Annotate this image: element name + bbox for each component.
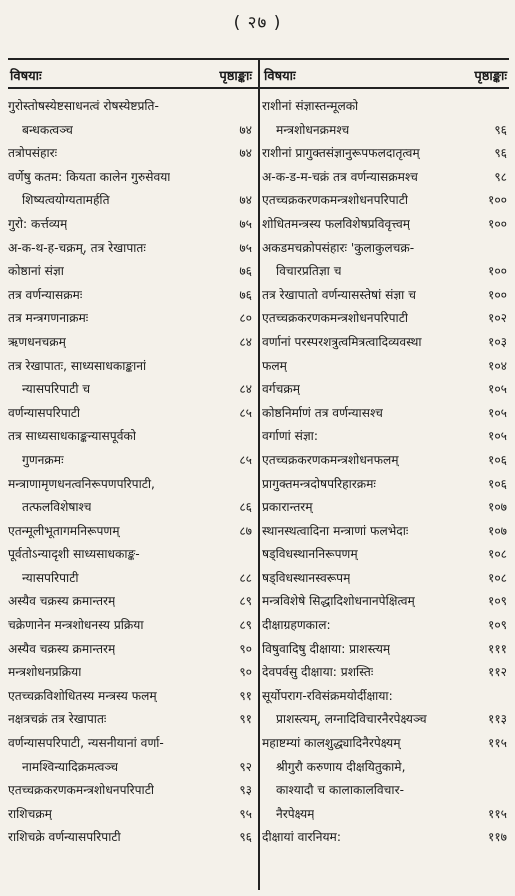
contents-entry (8, 803, 254, 827)
contents-entry (8, 590, 254, 614)
entry-title: गुरोस्तोषस्येष्टसाधनत्वं रोषस्येष्टप्रति- (8, 99, 159, 113)
entry-list-left (8, 89, 254, 850)
entry-title: स्थानस्थत्वादिना मन्त्राणां फलभेदाः (262, 523, 409, 538)
contents-entry (262, 567, 509, 591)
contents-column-right (262, 60, 509, 888)
contents-entry (262, 355, 509, 379)
entry-page: ११३ (487, 712, 507, 727)
entry-title: वर्णेषु कतम: कियता कालेन गुरुसेवया (8, 169, 171, 184)
contents-entry (262, 425, 509, 449)
entry-title: मन्त्रशोधनक्रमश्च (276, 122, 350, 137)
entry-page: ८४ (239, 334, 252, 349)
entry-title: राशिचक्रे वर्णन्यासपरिपाटी (8, 830, 121, 845)
entry-title: तत्र रेखापातो वर्णन्यासस्तेषां संज्ञा च (262, 287, 416, 302)
entry-title: एतच्चक्रकरणकमन्त्रशोधनपरिपाटी (262, 193, 409, 208)
contents-entry (8, 779, 254, 803)
contents-entry (8, 284, 254, 308)
entry-title: सूर्योपराग-रविसंक्रमयोर्दीक्षाया: (262, 688, 393, 703)
contents-entry (262, 543, 509, 567)
entry-page: ८५ (239, 452, 252, 467)
entry-title: नक्षत्रचक्रं तत्र रेखापातः (8, 712, 107, 727)
entry-title: श्रीगुरौ करुणाय दीक्षयितुकामे, (276, 759, 406, 774)
subject-heading: विषयाः (264, 68, 296, 84)
entry-title: गुरो: कर्त्तव्यम् (8, 216, 68, 231)
entry-title: कोष्ठानां संज्ञा (8, 264, 64, 279)
entry-title: चक्रेणानेन मन्त्रशोधनस्य प्रक्रिया (8, 618, 144, 633)
contents-entry (262, 826, 509, 850)
entry-page: ७५ (239, 216, 252, 231)
entry-title: काश्यादौ च कालाकालविचार- (276, 783, 404, 798)
contents-entry (262, 803, 509, 827)
entry-title: दीक्षायां वारनियम: (262, 830, 341, 845)
entry-page: १०० (487, 264, 507, 279)
contents-entry (8, 520, 254, 544)
entry-title: न्यासपरिपाटी (22, 570, 79, 585)
entry-title: षड्विधस्थानस्वरूपम् (262, 570, 351, 585)
entry-title: वर्णानां परस्परशत्रुत्वमित्रत्वादिव्यवस्था (262, 334, 422, 349)
entry-page: ८५ (239, 405, 252, 420)
contents-entry (8, 614, 254, 638)
entry-title: वर्णन्यासपरिपाटी (8, 405, 81, 420)
entry-page: ८८ (239, 570, 252, 585)
entry-title: विचारप्रतिज्ञा च (276, 264, 342, 279)
entry-page: १०८ (487, 570, 507, 585)
page-heading: पृष्ठाङ्काः (474, 68, 507, 84)
entry-title: विषुवादिषु दीक्षाया: प्राशस्त्यम् (262, 641, 391, 656)
contents-entry (262, 638, 509, 662)
entry-title: षड्विधस्थाननिरूपणम् (262, 547, 358, 562)
contents-entry (262, 402, 509, 426)
contents-entry (262, 661, 509, 685)
entry-page: ८९ (239, 618, 252, 633)
entry-title: मन्त्रविशेषे सिद्धादिशोधनानपेक्षित्वम् (262, 594, 415, 609)
column-header (262, 60, 509, 89)
column-divider (258, 58, 260, 890)
entry-page: १०० (487, 216, 507, 231)
entry-title: राशीनां प्रागुक्तसंज्ञानुरूपफलदातृत्वम् (262, 146, 420, 161)
entry-title: एतच्चक्रकरणकमन्त्रशोधनपरिपाटी (262, 311, 409, 326)
entry-title: अ-क-ड-म-चक्रं तत्र वर्णन्यासक्रमश्च (262, 169, 418, 184)
entry-title: नैरपेक्ष्यम् (276, 806, 315, 821)
entry-page: ७४ (239, 122, 252, 137)
entry-title: गुणनक्रमः (22, 452, 64, 467)
entry-title: प्रागुक्तमन्त्रदोषपरिहारक्रमः (262, 476, 376, 491)
entry-title: एतच्चक्रकरणकमन्त्रशोधनफलम् (262, 452, 399, 467)
entry-title: अकडमचक्रोपसंहारः 'कुलाकुलचक्र- (262, 240, 415, 255)
entry-page: १०९ (487, 594, 507, 609)
contents-entry (8, 708, 254, 732)
entry-page: ९० (239, 665, 252, 680)
entry-title: प्रकारान्तरम् (262, 500, 313, 515)
contents-entry (8, 661, 254, 685)
entry-title: अस्यैव चक्रस्य क्रमान्तरम् (8, 641, 116, 656)
contents-entry (8, 638, 254, 662)
contents-entry (262, 284, 509, 308)
entry-title: देवपर्वसु दीक्षाया: प्रशस्तिः (262, 665, 374, 680)
contents-entry (8, 543, 254, 567)
entry-title: वर्णन्यासपरिपाटी, न्यसनीयानां वर्णा- (8, 736, 164, 751)
entry-page: १०७ (487, 500, 507, 515)
entry-page: ७६ (239, 264, 252, 279)
entry-title: नामश्विन्यादिक्रमत्वञ्च (22, 759, 119, 774)
entry-page: १०६ (487, 452, 507, 467)
entry-page: ८६ (239, 500, 252, 515)
entry-title: कोष्ठनिर्माणं तत्र वर्णन्यासश्च (262, 405, 383, 420)
entry-page: ११५ (487, 736, 507, 751)
entry-title: तत्र वर्णन्यासक्रमः (8, 287, 83, 302)
contents-entry (8, 496, 254, 520)
entry-title: एतच्चक्रकरणकमन्त्रशोधनपरिपाटी (8, 783, 155, 798)
entry-title: पूर्वतोऽन्यादृशी साध्यसाधकाङ्क- (8, 547, 140, 562)
contents-entry (262, 590, 509, 614)
column-header (8, 60, 254, 89)
entry-page: ८९ (239, 594, 252, 609)
contents-entry (262, 307, 509, 331)
entry-page: ९० (239, 641, 252, 656)
entry-page: १०५ (487, 429, 507, 444)
entry-title: बन्धकत्वञ्च (22, 122, 73, 137)
entry-page: १०० (487, 287, 507, 302)
contents-entry (8, 95, 254, 119)
entry-list-right (262, 89, 509, 850)
entry-title: प्राशस्त्यम्, लग्नादिविचारनैरपेक्ष्यञ्च (276, 712, 427, 727)
entry-title: शिष्यत्वयोग्यतामर्हति (22, 193, 110, 208)
entry-title: महाष्टम्यां कालशुद्ध्यादिनैरपेक्ष्यम् (262, 736, 401, 751)
entry-title: राशिचक्रम् (8, 806, 52, 821)
contents-entry (262, 189, 509, 213)
entry-page: ९६ (494, 122, 507, 137)
entry-page: ७४ (239, 193, 252, 208)
contents-entry (8, 260, 254, 284)
contents-entry (8, 119, 254, 143)
entry-title: एतच्चक्रविशोधितस्य मन्त्रस्य फलम् (8, 688, 157, 703)
contents-entry (8, 473, 254, 497)
contents-entry (262, 496, 509, 520)
entry-title: तत्र साध्यसाधकाङ्कन्यासपूर्वको (8, 429, 136, 444)
entry-title: एतन्मूलीभूतागमनिरूपणम् (8, 523, 120, 538)
entry-title: वर्गाणां संज्ञा: (262, 429, 318, 444)
contents-entry (8, 355, 254, 379)
contents-entry (8, 449, 254, 473)
contents-entry (262, 119, 509, 143)
entry-page: ११२ (487, 665, 507, 680)
entry-title: शोधितमन्त्रस्य फलविशेषप्रविवृत्त्वम् (262, 216, 411, 231)
entry-page: १०६ (487, 476, 507, 491)
entry-page: ९६ (494, 146, 507, 161)
page-heading: पृष्ठाङ्काः (219, 68, 252, 84)
contents-entry (8, 756, 254, 780)
entry-page: १११ (487, 641, 507, 656)
entry-page: ८० (239, 311, 252, 326)
entry-title: अ-क-थ-ह-चक्रम्, तत्र रेखापातः (8, 240, 146, 255)
contents-entry (262, 614, 509, 638)
contents-entry (8, 331, 254, 355)
contents-entry (8, 732, 254, 756)
entry-page: १०२ (487, 311, 507, 326)
contents-entry (262, 237, 509, 261)
entry-title: न्यासपरिपाटी च (22, 382, 91, 397)
entry-page: ८७ (239, 523, 252, 538)
contents-entry (262, 142, 509, 166)
contents-entry (262, 473, 509, 497)
entry-title: तत्फलविशेषाश्च (22, 500, 92, 515)
entry-page: १०० (487, 193, 507, 208)
contents-entry (262, 708, 509, 732)
contents-entry (8, 402, 254, 426)
entry-title: राशीनां संज्ञास्तन्मूलको (262, 99, 359, 113)
contents-entry (262, 331, 509, 355)
entry-page: १०९ (487, 618, 507, 633)
contents-entry (8, 425, 254, 449)
entry-page: ७६ (239, 287, 252, 302)
entry-page: ८४ (239, 382, 252, 397)
entry-page: ९२ (239, 759, 252, 774)
entry-title: दीक्षाग्रहणकाल: (262, 618, 331, 633)
entry-page: ९३ (239, 783, 252, 798)
entry-page: ११७ (487, 830, 507, 845)
entry-title: अस्यैव चक्रस्य क्रमान्तरम् (8, 594, 116, 609)
entry-title: फलम् (262, 358, 287, 373)
contents-entry (262, 213, 509, 237)
entry-title: तत्र रेखापातः, साध्यसाधकाङ्कानां (8, 358, 147, 373)
contents-entry (262, 95, 509, 119)
entry-page: १०५ (487, 405, 507, 420)
contents-entry (8, 567, 254, 591)
entry-page: ९१ (239, 688, 252, 703)
page-number: ( २७ ) (233, 13, 282, 33)
contents-entry (8, 826, 254, 850)
contents-entry (262, 260, 509, 284)
entry-page: ९६ (239, 830, 252, 845)
entry-page: १०३ (487, 334, 507, 349)
entry-page: १०८ (487, 547, 507, 562)
contents-entry (8, 166, 254, 190)
contents-entry (262, 779, 509, 803)
contents-entry (8, 378, 254, 402)
contents-entry (8, 189, 254, 213)
entry-title: मन्त्राणामृणधनत्वनिरूपणपरिपाटी, (8, 476, 155, 491)
entry-page: १०५ (487, 382, 507, 397)
entry-title: तत्र मन्त्रगणनाक्रमः (8, 311, 89, 326)
entry-page: ७५ (239, 240, 252, 255)
contents-entry (8, 307, 254, 331)
entry-title: मन्त्रशोधनप्रक्रिया (8, 665, 82, 680)
entry-title: ऋणधनचक्रम् (8, 334, 66, 349)
contents-column-left (8, 60, 254, 888)
entry-title: तत्रोपसंहारः (8, 146, 58, 161)
entry-page: ९१ (239, 712, 252, 727)
contents-entry (262, 756, 509, 780)
entry-page: १०७ (487, 523, 507, 538)
entry-title: वर्गचक्रम् (262, 382, 301, 397)
contents-entry (262, 378, 509, 402)
contents-entry (8, 213, 254, 237)
contents-entry (8, 237, 254, 261)
contents-entry (8, 685, 254, 709)
contents-entry (8, 142, 254, 166)
entry-page: ९८ (494, 169, 507, 184)
entry-page: ७४ (239, 146, 252, 161)
contents-entry (262, 449, 509, 473)
subject-heading: विषयाः (10, 68, 42, 84)
entry-page: ९५ (239, 806, 252, 821)
entry-page: १०४ (487, 358, 507, 373)
entry-page: ११५ (487, 806, 507, 821)
contents-entry (262, 520, 509, 544)
contents-entry (262, 732, 509, 756)
contents-entry (262, 166, 509, 190)
contents-entry (262, 685, 509, 709)
